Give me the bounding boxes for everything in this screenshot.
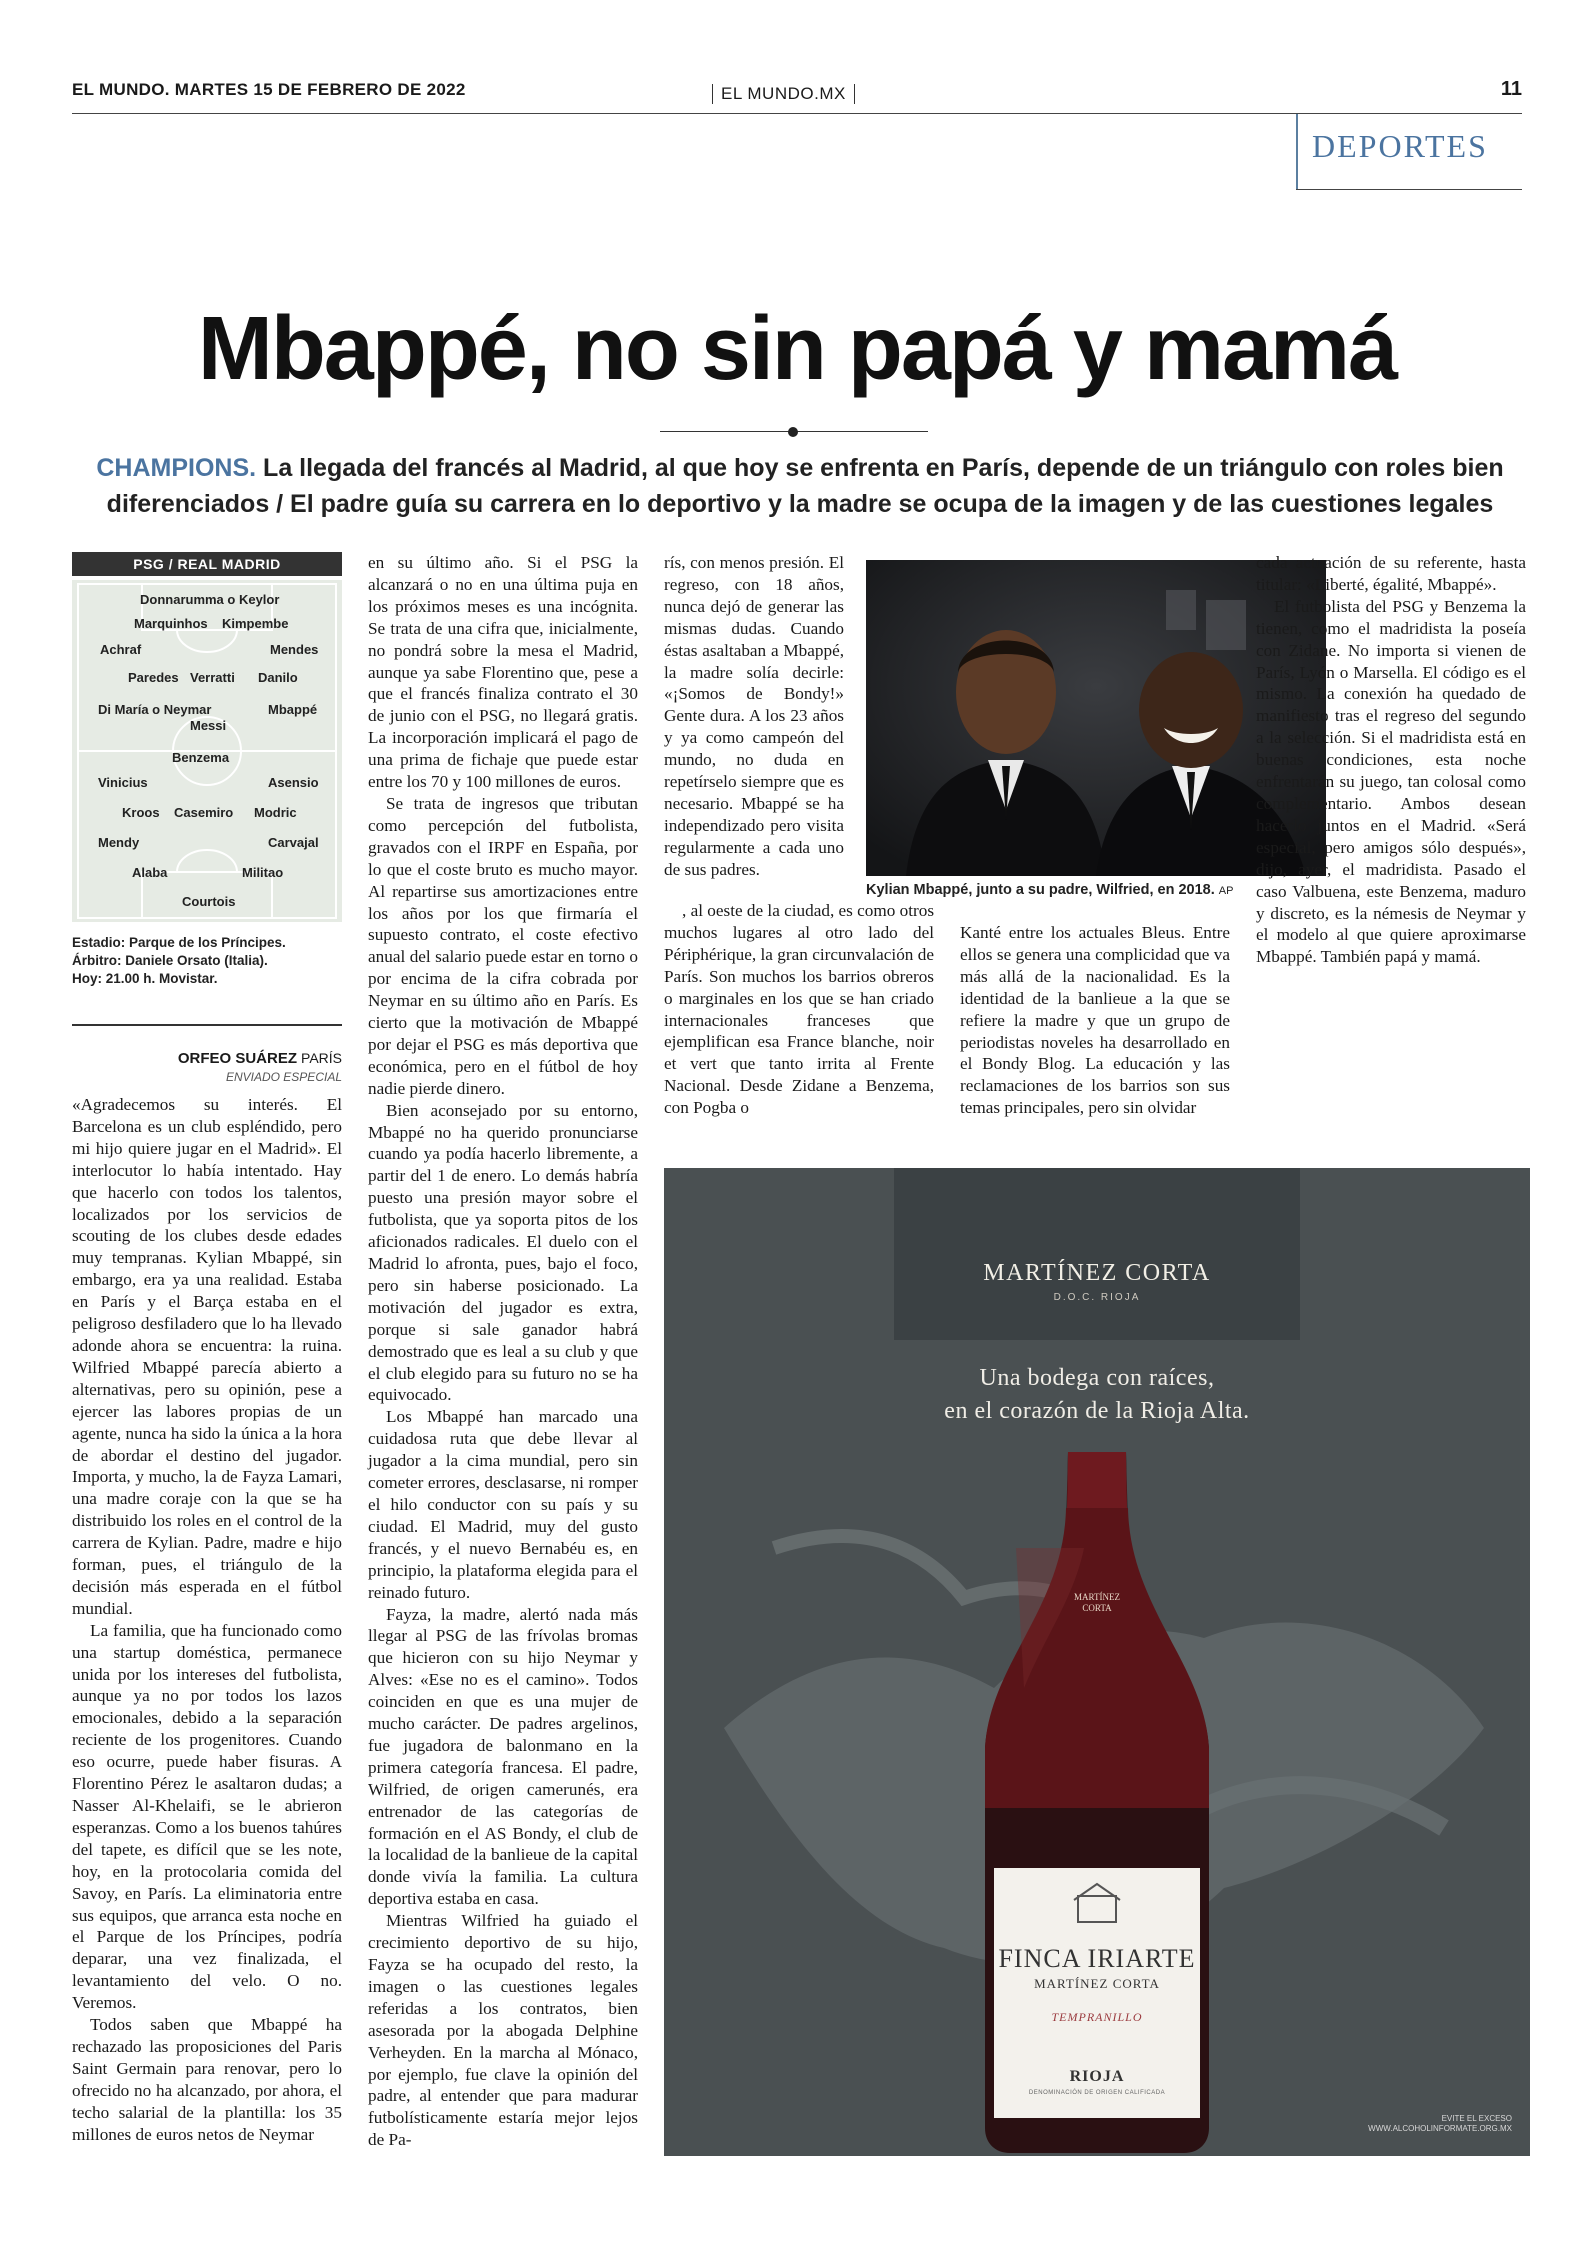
paragraph: rís, con menos presión. El regreso, con 18 años, nunca dejó de generar las mismas dudas. Cuando éstas asaltaban a Mbappé, la madre solía decirle: «¡Somos de Bondy!» Gente dura. A los 23 años y ya como campeón del mundo, no duda en repetírselo siempre que es necesario. Mbappé se ha independizado pero visita regularmente a cada uno de sus padres.	[664, 553, 844, 879]
player-name: Militao	[242, 865, 284, 880]
paragraph: Se trata de ingresos que tributan como percepción del futbolista, gravados con el IRPF en España, por lo que el coste bruto es mucho mayor. Al repartirse sus amortizaciones entre los años por los que firmaría el supuesto contrato, el coste efectivo anual del salario puede estar en torno o por encima de la cifra cobrada por Neymar en su último año en París. Es cierto que la motivación de Mbappé por dejar el PSG es más deportiva que económica, pero en el fútbol de hoy nadie pierde dinero.	[368, 793, 638, 1098]
player-name: Marquinhos	[134, 616, 208, 631]
pitch-diagram	[72, 580, 342, 922]
player-name: Asensio	[268, 775, 319, 790]
bottle-label-title: FINCA IRIARTE	[998, 1944, 1196, 1973]
section-label	[1296, 114, 1522, 190]
article-column-5	[1256, 552, 1526, 968]
ad-brand-plate	[894, 1168, 1300, 1340]
player-name: Donnarumma o Keylor	[140, 592, 280, 607]
ad-slogan	[664, 1362, 1530, 1428]
lineup-rule	[72, 1024, 342, 1026]
headline: Mbappé, no sin papá y mamá	[197, 299, 1397, 399]
headline-ornament	[660, 426, 928, 438]
wine-advertisement[interactable]	[664, 1168, 1530, 2156]
section-name: DEPORTES	[1312, 128, 1488, 164]
paragraph: en su último año. Si el PSG la alcanzará o no en una última puja en los próximos meses es una incógnita. Se trata de una cifra que, inicialmente, no pondrá sobre la mesa el Madrid, aunque ya sabe Florentino que, pese a que el francés finaliza contrato el 30 de junio con el PSG, no llegará gratis. La incorporación implicará el pago de una prima de fichaje que puede estar entre los 70 y 100 millones de euros.	[368, 553, 638, 792]
player-name: Vinicius	[98, 775, 148, 790]
article-deck	[80, 450, 1520, 522]
author-name: ORFEO SUÁREZ	[177, 1050, 298, 1067]
bottle-label-region: RIOJA	[1069, 2068, 1125, 2085]
kicker: CHAMPIONS.	[96, 454, 257, 482]
match-info	[72, 934, 342, 988]
photo-credit: AP	[1218, 885, 1234, 897]
page-header	[72, 76, 1522, 112]
article-column-1	[72, 1094, 342, 2146]
player-name: Verratti	[190, 670, 235, 685]
player-name: Danilo	[258, 670, 298, 685]
bottle-neck-label	[1068, 1592, 1126, 1614]
bottle-label-variety: TEMPRANILLO	[1051, 2010, 1143, 2024]
paragraph: Todos saben que Mbappé ha rechazado las proposiciones del Paris Saint Germain para renovar, pero lo ofrecido no ha alcanzado, por ahora, el techo salarial de la plantilla: los 35 millones de euros netos de Neymar	[72, 2015, 342, 2144]
player-name: Casemiro	[174, 805, 234, 820]
player-name: Kimpembe	[222, 616, 289, 631]
player-name: Di María o Neymar	[98, 702, 212, 717]
player-name: Achraf	[100, 642, 142, 657]
referee: Árbitro: Daniele Orsato (Italia).	[72, 953, 268, 968]
ad-slogan-line-1: Una bodega con raíces,	[979, 1365, 1215, 1391]
player-name: Mbappé	[268, 702, 318, 717]
paragraph: , al oeste de la ciudad, es como otros muchos lugares al otro lado del Périphérique, la gran circunvalación de París. Son muchos los barrios obreros o marginales en los que se han criado internacionales franceses que ejemplifican esa France blanche, noir et vert que tanto irrita al Frente Nacional. Desde Zidane a Benzema, con Pogba o	[664, 901, 935, 1118]
ad-health-warning	[1368, 2114, 1512, 2134]
player-name: Paredes	[128, 670, 179, 685]
neck-label-line-2: CORTA	[1082, 1603, 1112, 1613]
bottle-label-subtitle: MARTÍNEZ CORTA	[1034, 1976, 1160, 1991]
paragraph: Kanté entre los actuales Bleus. Entre ellos se genera una complicidad que va más allá de la nacionalidad. Es la identidad de la banlieue a la que se refiere la madre y que un grupo de periodistas noveles ha desarrollado en el Bondy Blog. La educación y las reclamaciones de los barrios son sus temas principales, pero sin olvidar	[960, 923, 1230, 1118]
neck-label-line-1: MARTÍNEZ	[1074, 1592, 1120, 1602]
lineup-title: PSG / REAL MADRID	[72, 552, 342, 576]
ad-slogan-line-2: en el corazón de la Rioja Alta.	[944, 1398, 1250, 1424]
paragraph: Bien aconsejado por su entorno, Mbappé no ha querido pronunciarse cuando ya podía hacerlo libremente, a partir del 1 de enero. Lo demás habría puesto una presión mayor sobre el futbolista, que ya soporta pitos de los aficionados radicales. El duelo con el Madrid lo afronta, pues, bajo el foco, pero sin haberse posicionado. La motivación del jugador es extra, porque si sale ganador habrá demostrado que es leal a su club y que el club elegido para su futuro no se ha equivocado.	[368, 1100, 638, 1405]
page-number: 11	[1500, 78, 1522, 100]
warning-line-1: EVITE EL EXCESO	[1441, 2114, 1512, 2123]
author-role: ENVIADO ESPECIAL	[225, 1070, 342, 1084]
article-column-4	[960, 922, 1230, 1119]
section-rule	[1296, 189, 1522, 190]
ad-brand-name: MARTÍNEZ CORTA	[983, 1260, 1211, 1286]
player-name: Mendes	[270, 642, 319, 657]
player-name: Kroos	[122, 805, 160, 820]
player-name: Carvajal	[268, 835, 319, 850]
article-column-3-lower	[664, 900, 934, 1119]
paragraph: «Agradecemos su interés. El Barcelona es un club espléndido, pero mi hijo quiere jugar en el Madrid». El interlocutor lo había intentado. Hay que hacerlo con todos los talentos, localizados por los servicios de scouting de los clubes desde edades muy tempranas. Kylian Mbappé, sin embargo, era ya una realidad. Estaba en París y el Barça estaba en el peligroso desfiladero que lo ha llevado adonde ahora se encuentra: la ruina. Wilfried Mbappé parecía abierto a alternativas, pero su opinión, pese a ejercer las labores propias de un agente, nunca ha sido la única a la hora de abordar el destino del jugador. Importa, y mucho, la de Fayza Lamari, una madre coraje con la que se ha distribuido los roles en el control de la carrera de Kylian. Padre, madre e hijo forman, pues, el triángulo de la decisión más esperada en el fútbol mundial.	[72, 1095, 342, 1618]
paragraph: cada actuación de su referente, hasta titular: «Liberté, égalité, Mbappé».	[1256, 553, 1526, 594]
player-name: Messi	[190, 718, 227, 733]
paragraph: El futbolista del PSG y Benzema la tienen, como el madridista la poseía con Zidane. No importa si vienen de París, Lyón o Marsella. El código es el mismo. La conexión ha quedado de manifiesto tras el regreso del segundo a la selección. Si el madridista está en buenas condiciones, esta noche enfrentarán su juego, tan colosal como complementario. Ambos desean hacerlo juntos en el Madrid. «Será especial, pero amigos sólo después», dijo, ayer, el madridista. Pasado el caso Valbuena, este Benzema, maduro y discreto, es la némesis de Neymar y el modelo al que quiere aproximarse Mbappé. También papá y mamá.	[1256, 596, 1526, 967]
paragraph: Fayza, la madre, alertó nada más llegar al PSG de las frívolas bromas que hicieron con su hijo Neymar y Alves: «Ese no es el camino». Todos coinciden en que es una mujer de mucho carácter. De padres argelinos, fue jugadora de balonmano en la primera categoría francesa. El padre, Wilfried, de origen camerunés, era entrenador de las categorías de formación en el AS Bondy, el club de la localidad de la banlieue de la capital donde vivía la familia. La cultura deportiva estaba en casa.	[368, 1604, 638, 1909]
player-name: Mendy	[98, 835, 140, 850]
author-city: PARÍS	[301, 1050, 342, 1066]
caption-text: Kylian Mbappé, junto a su padre, Wilfried, en 2018.	[866, 882, 1215, 898]
article-column-2	[368, 552, 638, 2151]
ad-doc: D.O.C. RIOJA	[1053, 1292, 1141, 1303]
deck-text: La llegada del francés al Madrid, al que hoy se enfrenta en París, depende de un triángulo con roles bien diferenciados / El padre guía su carrera en lo deportivo y la madre se ocupa de la imagen y de las cuestiones legales	[106, 454, 1504, 518]
date-line: EL MUNDO. MARTES 15 DE FEBRERO DE 2022	[72, 80, 466, 99]
player-name: Alaba	[132, 865, 168, 880]
player-name: Modric	[254, 805, 297, 820]
player-name: Benzema	[172, 750, 230, 765]
paragraph: Mientras Wilfried ha guiado el crecimiento deportivo de su hijo, Fayza se ha ocupado del resto, la imagen o las cuestiones legales referidas a los contratos, bien asesorada por la abogada Delphine Verheyden. En la marcha al Mónaco, por ejemplo, fue clave la opinión del padre, al entender que para madurar futbolísticamente estaría mejor lejos de Pa-	[368, 1911, 638, 2150]
site-name: EL MUNDO.MX	[712, 84, 855, 104]
stadium: Estadio: Parque de los Príncipes.	[72, 935, 286, 950]
paragraph: Los Mbappé han marcado una cuidadosa ruta que debe llevar al jugador a la cima mundial, pero sin cometer errores, desclasarse, ni romper el hilo conductor con su país y su ciudad. El Madrid, muy del gusto francés, y el nuevo Bernabéu es, en principio, la plataforma elegida para el reinado futuro.	[368, 1407, 638, 1602]
kickoff-time: Hoy: 21.00 h. Movistar.	[72, 971, 218, 986]
player-name: Courtois	[182, 894, 236, 909]
paragraph: La familia, que ha funcionado como una startup doméstica, permanece unida por los intereses del futbolista, aunque ya no por todos los lazos emocionales, debido a la separación reciente de los progenitores. Cuando eso ocurre, puede haber fisuras. A Florentino Pérez le asaltaron dudas; a Nasser Al-Khelaifi, se le abrieron esperanzas. Como a los buenos tahúres del tapete, es difícil que se les note, hoy, en la protocolaria comida del Savoy, en París. La eliminatoria entre sus equipos, que arranca esta noche en el Parque de los Príncipes, podría deparar, una vez finalizada, el levantamiento del velo. O no. Veremos.	[72, 1620, 342, 2013]
bottle-label-denomination: DENOMINACIÓN DE ORIGEN CALIFICADA	[1028, 2090, 1166, 2096]
lineup-box	[72, 552, 342, 988]
byline	[72, 1050, 342, 1084]
article-column-3	[664, 552, 844, 881]
warning-line-2: WWW.ALCOHOLINFORMATE.ORG.MX	[1368, 2124, 1512, 2133]
